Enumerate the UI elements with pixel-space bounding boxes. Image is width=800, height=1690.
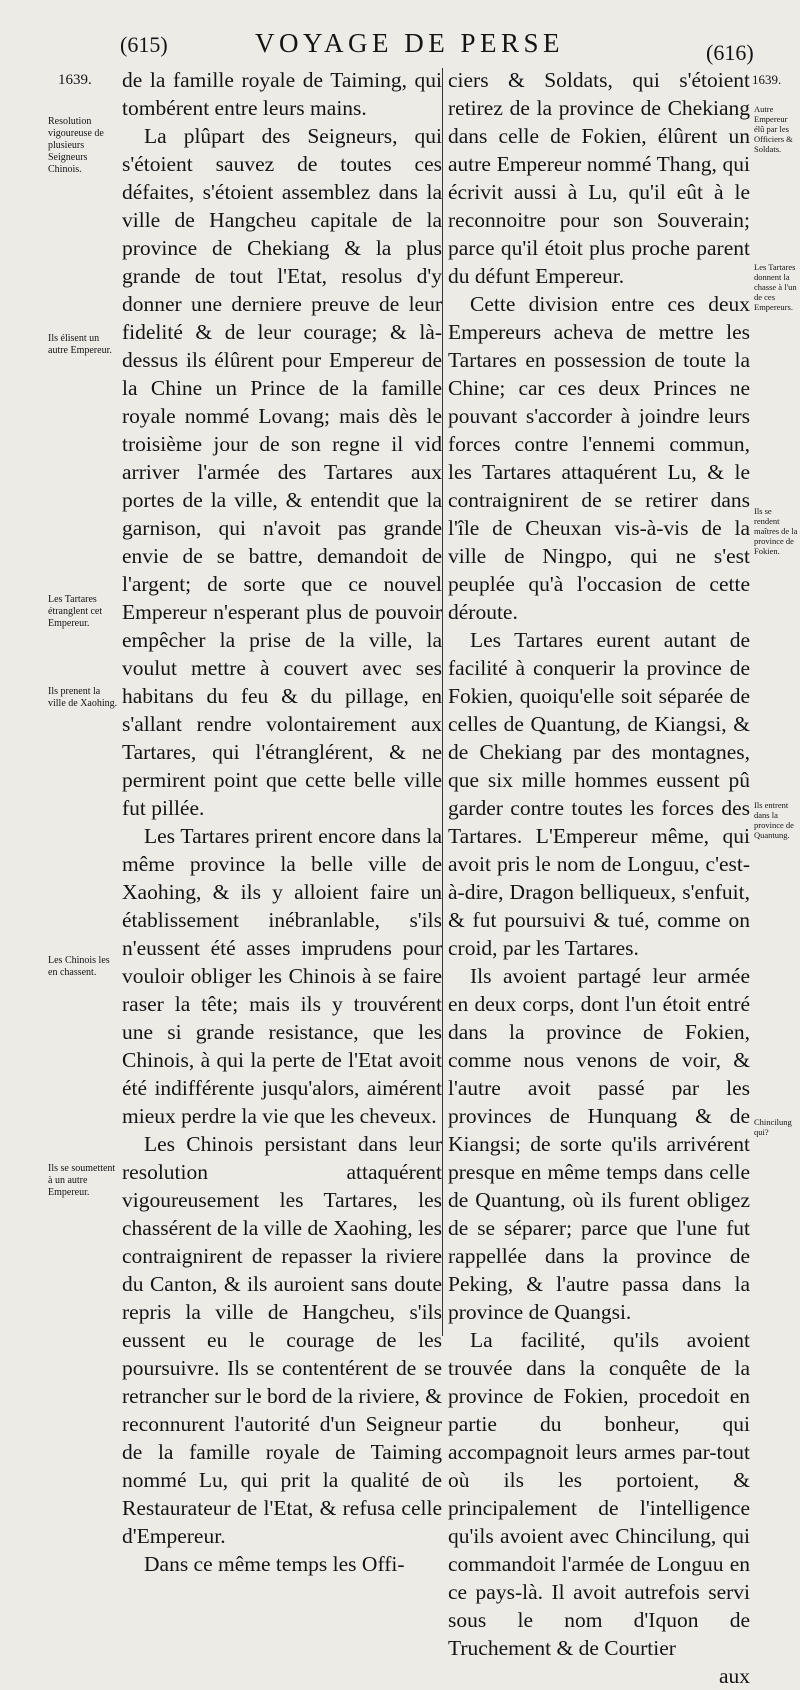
paragraph: Les Tartares eurent autant de facilité à conquerir la province de Fokien, quoiqu'elle soit séparée de celles de Quantung, de Kiangsi, & de Chekiang par des montagnes, que six mille hommes eussent pû garder contre toutes les forces des Tartares. L'Empereur même, qui avoit pris le nom de Longuu, c'est-à-dire, Dragon belliqueux, s'enfuit, & fut poursuivi & tué, comme on croid, par les Tartares.	[448, 628, 750, 960]
margin-note: Ils élisent un autre Empereur.	[48, 333, 112, 356]
column-divider	[442, 68, 443, 1336]
page-header	[0, 28, 800, 68]
paragraph: Cette division entre ces deux Empereurs acheva de mettre les Tartares en possession de toute la Chine; car ces deux Princes ne pouvant s'accorder à joindre leurs forces contre l'ennemi commun, les Tartares attaquérent Lu, & le contraignirent de se retirer dans l'île de Cheuxan vis-à-vis de la ville de Ningpo, qui ne s'est peuplée qu'à l'occasion de cette déroute.	[448, 292, 750, 624]
margin-note: Les Chinois les en chassent.	[48, 955, 110, 978]
margin-note: Ils se rendent maîtres de la province de Fokien.	[754, 506, 798, 556]
right-column	[448, 66, 750, 1690]
running-title: VOYAGE DE PERSE	[255, 28, 565, 58]
paragraph: La plûpart des Seigneurs, qui s'étoient sauvez de toutes ces défaites, s'étoient assemblez dans la ville de Hangcheu capitale de la province de Chekiang & la plus grande de tout l'Etat, resolus d'y donner une derniere preuve de leur fidelité & de leur courage; & là-dessus ils élûrent pour Empereur de la Chine un Prince de la famille royale nommé Lovang; mais dès le troisième jour de son regne il vid arriver l'armée des Tartares aux portes de la ville, & entendit que la garnison, qui n'avoit pas grande envie de se battre, demandoit de l'argent; de sorte que ce nouvel Empereur n'esperant plus de pouvoir empêcher la prise de la ville, la voulut mettre à couvert avec ses habitans du feu & du pillage, en s'allant rendre volontairement aux Tartares, qui l'étranglérent, & ne permirent point que cette belle ville fut pillée.	[122, 124, 442, 820]
paragraph: La facilité, qu'ils avoient trouvée dans la conquête de la province de Fokien, procedoit en partie du bonheur, qui accompagnoit leurs armes par-tout où ils les portoient, & principalement de l'intelligence qu'ils avoient avec Chincilung, qui commandoit l'armée de Longuu en ce pays-là. Il avoit autrefois servi sous le nom d'Iquon de Truchement & de Courtier	[448, 1328, 750, 1660]
margin-note: Chincilung qui?	[754, 1117, 792, 1137]
paragraph: Ils avoient partagé leur armée en deux corps, dont l'un étoit entré dans la province de Fokien, comme nous venons de voir, & l'autre avoit passé par les provinces de Hunquang & de Kiangsi; de sorte qu'ils arrivérent presque en même temps dans celle de Quantung, où ils furent obligez de se séparer; parce que l'une fut rappellée dans la province de Peking, & l'autre passa dans la province de Quangsi.	[448, 964, 750, 1324]
page-number-right: (616)	[706, 40, 754, 65]
year-margin-right: 1639.	[752, 72, 782, 87]
margin-note: Ils entrent dans la province de Quantung.	[754, 800, 794, 840]
paragraph: Les Chinois persistant dans leur resolution attaquérent vigoureusement les Tartares, les chassérent de la ville de Xaohing, les contraignirent de repasser la riviere du Canton, & ils auroient sans doute repris la ville de Hangcheu, s'ils eussent eu le courage de les poursuivre. Ils se contentérent de se retrancher sur le bord de la riviere, & reconnurent l'autorité d'un Seigneur de la famille royale de Taiming nommé Lu, qui prit la qualité de Restaurateur de l'Etat, & refusa celle d'Empereur.	[122, 1132, 442, 1548]
margin-note: Ils se soumettent à un autre Empereur.	[48, 1163, 116, 1198]
paragraph: Dans ce même temps les Offi-	[144, 1552, 405, 1576]
left-column	[122, 66, 442, 1578]
margin-note: Ils prenent la ville de Xaohing.	[48, 686, 118, 709]
page-number-left: (615)	[120, 32, 168, 57]
year-margin-left: 1639.	[58, 72, 92, 88]
paragraph: ciers & Soldats, qui s'étoient retirez de la province de Chekiang dans celle de Fokien, élûrent un autre Empereur nommé Thang, qui écrivit aussi à Lu, qu'il eût à le reconnoitre pour son Souverain; parce qu'il étoit plus proche parent du défunt Empereur.	[448, 68, 750, 288]
margin-note: Resolution vigoureuse de plusieurs Seigneurs Chinois.	[48, 116, 104, 175]
margin-note: Les Tartares donnent la chasse à l'un de ces Empereurs.	[754, 262, 797, 312]
margin-note: Autre Empereur élû par les Officiers & Soldats.	[754, 104, 793, 154]
margin-note: Les Tartares étranglent cet Empereur.	[48, 594, 103, 629]
paragraph: Les Tartares prirent encore dans la même province la belle ville de Xaohing, & ils y alloient faire un établissement inébranlable, s'ils n'eussent été asses imprudens pour vouloir obliger les Chinois à se faire raser la tête; mais ils y trouvérent une si grande resistance, que les Chinois, à qui la perte de l'Etat avoit été indifférente jusqu'alors, aimérent mieux perdre la vie que les cheveux.	[122, 824, 442, 1128]
paragraph: de la famille royale de Taiming, qui tombérent entre leurs mains.	[122, 68, 442, 120]
catchword: aux	[718, 1664, 750, 1688]
